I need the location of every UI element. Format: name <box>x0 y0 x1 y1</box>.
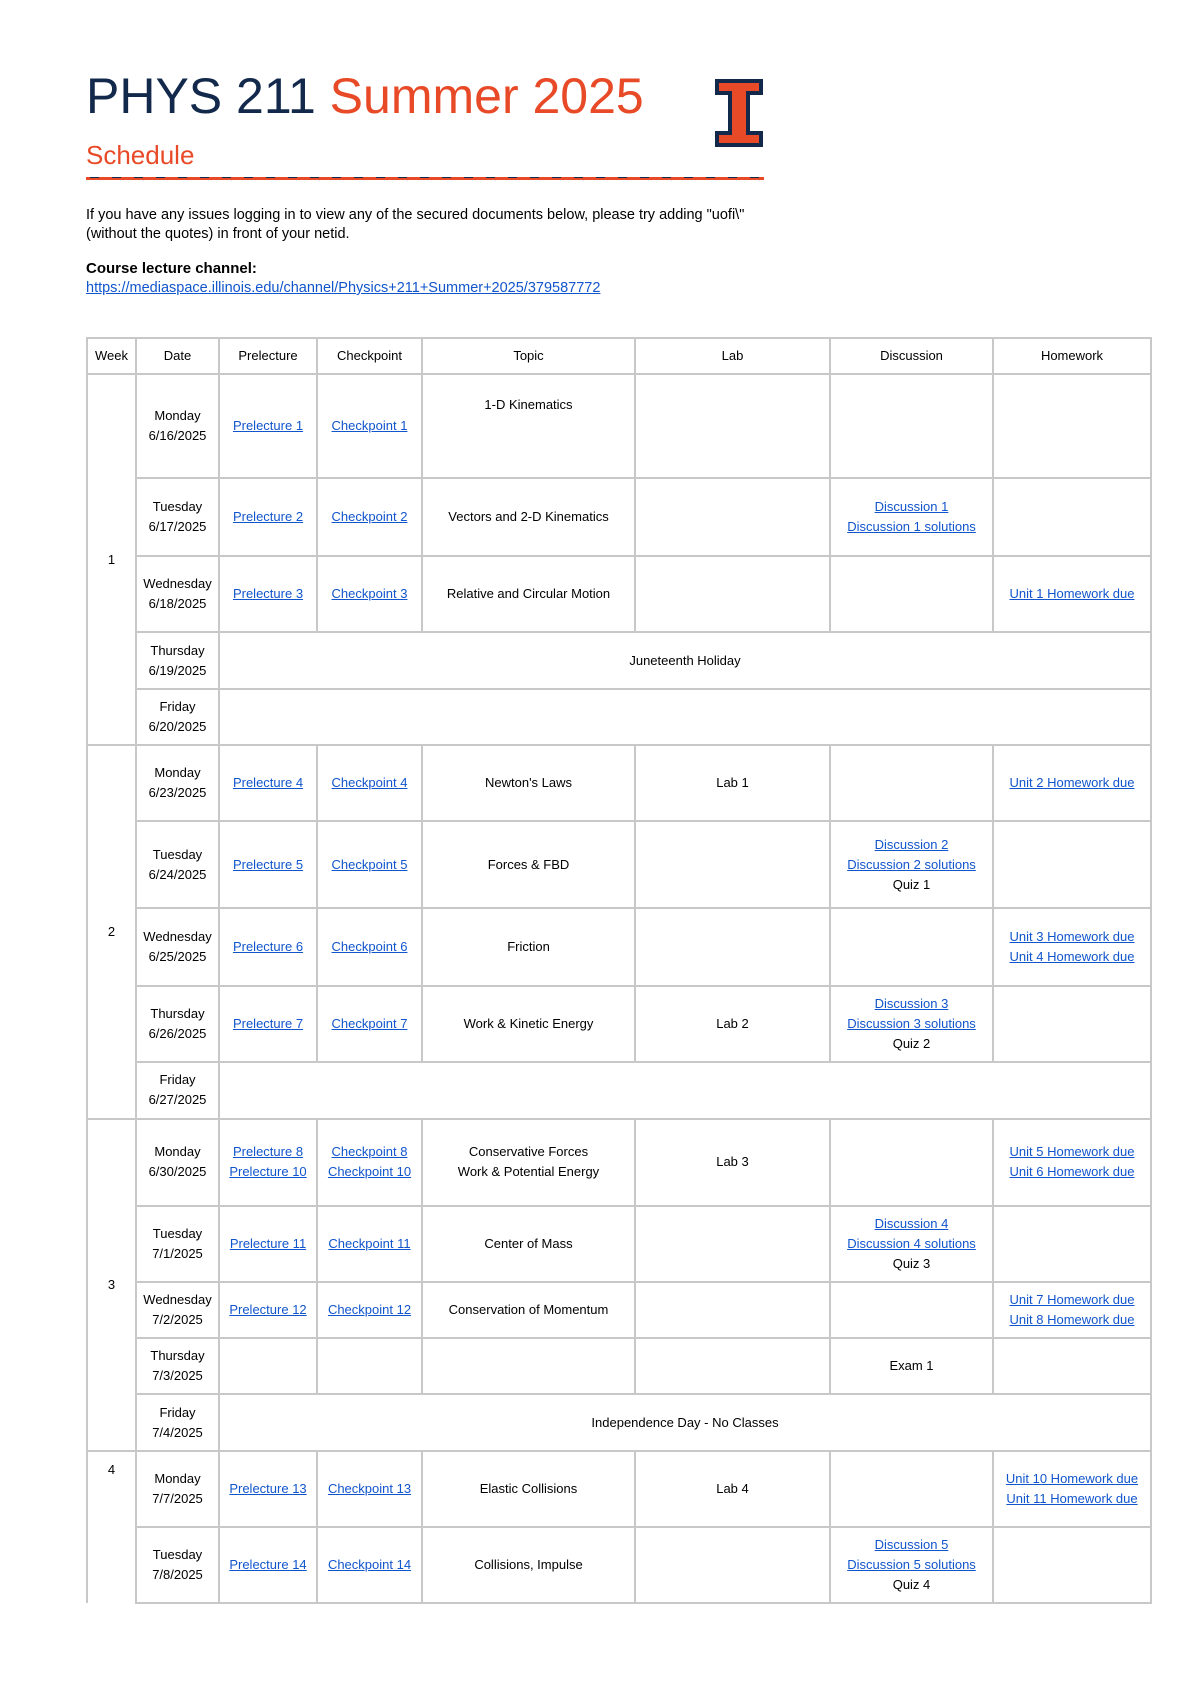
day-name: Friday <box>159 1072 196 1088</box>
prelecture-link[interactable]: Prelecture 2 <box>232 509 304 525</box>
lab-cell <box>635 478 830 556</box>
prelecture-link[interactable]: Prelecture 5 <box>232 856 304 872</box>
date-cell <box>136 1282 219 1338</box>
checkpoint-link[interactable]: Checkpoint 7 <box>331 1016 408 1032</box>
topic-text: Relative and Circular Motion <box>446 586 611 602</box>
discussion-cell <box>830 1206 993 1282</box>
column-header: Topic <box>422 338 635 374</box>
schedule-table <box>86 337 1152 1604</box>
day-name: Thursday <box>150 642 205 658</box>
event-cell: Juneteenth Holiday <box>219 632 1151 688</box>
checkpoint-cell <box>317 1451 422 1527</box>
discussion-cell <box>830 1119 993 1206</box>
header-row <box>87 338 1151 374</box>
topic-text: 1-D Kinematics <box>484 397 573 412</box>
homework-cell <box>993 1451 1151 1527</box>
topic-cell <box>422 745 635 821</box>
column-header: Prelecture <box>219 338 317 374</box>
prelecture-link[interactable]: Prelecture 10 <box>229 1164 307 1180</box>
date-value: 6/20/2025 <box>148 719 207 735</box>
topic-text: Forces & FBD <box>487 856 570 872</box>
discussion-link[interactable]: Discussion 3 solutions <box>847 1016 976 1032</box>
checkpoint-link[interactable]: Checkpoint 10 <box>327 1164 412 1180</box>
date-value: 6/18/2025 <box>148 596 207 612</box>
lab-cell: Lab 4 <box>635 1451 830 1527</box>
discussion-cell <box>830 1451 993 1527</box>
homework-link[interactable]: Unit 3 Homework due <box>1009 929 1135 945</box>
discussion-cell <box>830 556 993 632</box>
lab-cell: Lab 1 <box>635 745 830 821</box>
column-header: Checkpoint <box>317 338 422 374</box>
discussion-link[interactable]: Discussion 5 <box>874 1536 949 1552</box>
page-subtitle: Schedule <box>86 140 195 170</box>
date-cell <box>136 745 219 821</box>
topic-text: Work & Potential Energy <box>457 1164 600 1180</box>
date-value: 7/2/2025 <box>152 1311 203 1327</box>
date-cell <box>136 1394 219 1450</box>
lab-cell <box>635 1282 830 1338</box>
discussion-cell <box>830 986 993 1062</box>
prelecture-cell <box>219 908 317 986</box>
table-row <box>87 556 1151 632</box>
prelecture-link[interactable]: Prelecture 6 <box>232 939 304 955</box>
checkpoint-link[interactable]: Checkpoint 8 <box>331 1144 408 1160</box>
homework-cell <box>993 374 1151 478</box>
topic-text: Collisions, Impulse <box>474 1556 583 1572</box>
date-value: 6/26/2025 <box>148 1026 207 1042</box>
date-value: 6/19/2025 <box>148 662 207 678</box>
event-cell <box>219 689 1151 745</box>
homework-link[interactable]: Unit 1 Homework due <box>1009 586 1135 602</box>
homework-cell <box>993 986 1151 1062</box>
lab-cell <box>635 908 830 986</box>
lab-cell <box>635 1527 830 1603</box>
discussion-link[interactable]: Discussion 1 <box>874 499 949 515</box>
prelecture-link[interactable]: Prelecture 11 <box>229 1235 307 1251</box>
date-value: 6/17/2025 <box>148 519 207 535</box>
prelecture-cell <box>219 1206 317 1282</box>
prelecture-link[interactable]: Prelecture 1 <box>232 418 304 434</box>
homework-cell <box>993 1206 1151 1282</box>
homework-cell <box>993 745 1151 821</box>
prelecture-cell <box>219 1119 317 1206</box>
topic-text: Center of Mass <box>484 1235 573 1251</box>
lab-cell <box>635 1338 830 1394</box>
topic-text: Newton's Laws <box>484 775 573 791</box>
topic-cell <box>422 1451 635 1527</box>
date-cell <box>136 374 219 478</box>
checkpoint-cell <box>317 745 422 821</box>
event-cell: Independence Day - No Classes <box>219 1394 1151 1450</box>
date-value: 7/1/2025 <box>152 1245 203 1261</box>
checkpoint-link[interactable]: Checkpoint 3 <box>331 586 408 602</box>
day-name: Wednesday <box>143 929 212 945</box>
column-header: Lab <box>635 338 830 374</box>
topic-cell <box>422 1282 635 1338</box>
date-value: 7/3/2025 <box>152 1368 203 1384</box>
course-term: Summer 2025 <box>329 68 644 124</box>
homework-link[interactable]: Unit 10 Homework due <box>1005 1470 1139 1486</box>
channel-link[interactable]: https://mediaspace.illinois.edu/channel/Physics+211+Summer+2025/379587772 <box>86 280 601 296</box>
table-row <box>87 1527 1151 1603</box>
day-name: Friday <box>159 1404 196 1420</box>
day-name: Monday <box>154 765 201 781</box>
prelecture-cell <box>219 1451 317 1527</box>
checkpoint-link[interactable]: Checkpoint 5 <box>331 856 408 872</box>
table-row <box>87 745 1151 821</box>
column-header: Homework <box>993 338 1151 374</box>
channel-label: Course lecture channel: <box>86 260 257 277</box>
homework-cell <box>993 1119 1151 1206</box>
discussion-cell <box>830 1527 993 1603</box>
discussion-cell <box>830 745 993 821</box>
discussion-cell <box>830 478 993 556</box>
date-cell <box>136 1338 219 1394</box>
homework-link[interactable]: Unit 7 Homework due <box>1009 1291 1135 1307</box>
discussion-cell <box>830 1338 993 1394</box>
discussion-link[interactable]: Discussion 1 solutions <box>847 519 976 535</box>
table-row <box>87 821 1151 908</box>
column-header: Discussion <box>830 338 993 374</box>
checkpoint-cell <box>317 821 422 908</box>
homework-cell <box>993 908 1151 986</box>
prelecture-cell <box>219 1282 317 1338</box>
checkpoint-cell <box>317 1119 422 1206</box>
discussion-link[interactable]: Discussion 2 <box>874 836 949 852</box>
topic-text: Conservation of Momentum <box>448 1301 609 1317</box>
week-cell: 1 <box>87 374 136 745</box>
discussion-cell <box>830 821 993 908</box>
date-value: 6/27/2025 <box>148 1092 207 1108</box>
topic-text: Conservative Forces <box>468 1144 589 1160</box>
topic-cell <box>422 1338 635 1394</box>
week-cell: 2 <box>87 745 136 1118</box>
checkpoint-link[interactable]: Checkpoint 12 <box>327 1301 412 1317</box>
block-i-logo-icon <box>714 78 764 148</box>
homework-link[interactable]: Unit 6 Homework due <box>1009 1164 1135 1180</box>
checkpoint-cell <box>317 1527 422 1603</box>
prelecture-link[interactable]: Prelecture 13 <box>229 1480 307 1496</box>
date-value: 6/24/2025 <box>148 866 207 882</box>
day-name: Tuesday <box>152 499 203 515</box>
date-cell <box>136 908 219 986</box>
table-row <box>87 1206 1151 1282</box>
checkpoint-link[interactable]: Checkpoint 4 <box>331 775 408 791</box>
date-cell <box>136 986 219 1062</box>
homework-link[interactable]: Unit 2 Homework due <box>1009 775 1135 791</box>
date-value: 6/25/2025 <box>148 949 207 965</box>
day-name: Monday <box>154 1470 201 1486</box>
date-cell <box>136 821 219 908</box>
date-cell <box>136 1451 219 1527</box>
prelecture-link[interactable]: Prelecture 7 <box>232 1016 304 1032</box>
homework-cell <box>993 478 1151 556</box>
discussion-note: Exam 1 <box>889 1358 934 1374</box>
topic-cell <box>422 556 635 632</box>
topic-text: Work & Kinetic Energy <box>463 1016 594 1032</box>
topic-cell <box>422 478 635 556</box>
column-header: Date <box>136 338 219 374</box>
day-name: Thursday <box>150 1006 205 1022</box>
day-name: Wednesday <box>143 576 212 592</box>
date-value: 6/23/2025 <box>148 785 207 801</box>
course-code: PHYS 211 <box>86 68 316 124</box>
column-header: Week <box>87 338 136 374</box>
checkpoint-link[interactable]: Checkpoint 13 <box>327 1480 412 1496</box>
day-name: Monday <box>154 408 201 424</box>
discussion-cell <box>830 908 993 986</box>
lab-cell <box>635 374 830 478</box>
prelecture-cell <box>219 986 317 1062</box>
discussion-link[interactable]: Discussion 4 <box>874 1215 949 1231</box>
topic-text: Elastic Collisions <box>479 1480 578 1496</box>
topic-cell <box>422 1206 635 1282</box>
prelecture-cell <box>219 821 317 908</box>
date-cell <box>136 689 219 745</box>
lab-cell: Lab 2 <box>635 986 830 1062</box>
homework-cell <box>993 1282 1151 1338</box>
date-cell <box>136 1119 219 1206</box>
homework-link[interactable]: Unit 11 Homework due <box>1006 1490 1138 1506</box>
checkpoint-link[interactable]: Checkpoint 11 <box>328 1235 411 1251</box>
discussion-cell <box>830 374 993 478</box>
checkpoint-link[interactable]: Checkpoint 14 <box>327 1556 412 1572</box>
prelecture-link[interactable]: Prelecture 12 <box>229 1301 307 1317</box>
topic-cell <box>422 821 635 908</box>
date-value: 6/16/2025 <box>148 428 207 444</box>
date-value: 6/30/2025 <box>148 1164 207 1180</box>
event-cell <box>219 1062 1151 1118</box>
lab-cell <box>635 821 830 908</box>
checkpoint-cell <box>317 1338 422 1394</box>
prelecture-cell <box>219 1527 317 1603</box>
table-row <box>87 908 1151 986</box>
login-note: If you have any issues logging in to view any of the secured documents below, please try adding "uofi\" (without the quotes) in front of your netid. <box>86 207 745 242</box>
day-name: Tuesday <box>152 1225 203 1241</box>
day-name: Thursday <box>150 1348 205 1364</box>
checkpoint-cell <box>317 1206 422 1282</box>
checkpoint-cell <box>317 986 422 1062</box>
table-row <box>87 689 1151 745</box>
table-row <box>87 1062 1151 1118</box>
discussion-note: Quiz 2 <box>892 1036 931 1052</box>
table-row <box>87 1338 1151 1394</box>
discussion-note: Quiz 3 <box>892 1255 931 1271</box>
topic-cell <box>422 1119 635 1206</box>
date-value: 7/4/2025 <box>152 1424 203 1440</box>
day-name: Tuesday <box>152 1546 203 1562</box>
day-name: Wednesday <box>143 1291 212 1307</box>
week-cell: 4 <box>87 1451 136 1603</box>
table-row <box>87 1282 1151 1338</box>
discussion-note: Quiz 4 <box>892 1576 931 1592</box>
discussion-link[interactable]: Discussion 4 solutions <box>847 1235 976 1251</box>
homework-cell <box>993 556 1151 632</box>
checkpoint-cell <box>317 908 422 986</box>
date-cell <box>136 1206 219 1282</box>
day-name: Monday <box>154 1144 201 1160</box>
table-row <box>87 986 1151 1062</box>
date-cell <box>136 556 219 632</box>
topic-cell <box>422 374 635 478</box>
date-value: 7/8/2025 <box>152 1566 203 1582</box>
discussion-link[interactable]: Discussion 5 solutions <box>847 1556 976 1572</box>
prelecture-link[interactable]: Prelecture 3 <box>232 586 304 602</box>
discussion-note: Quiz 1 <box>892 876 931 892</box>
topic-cell <box>422 1527 635 1603</box>
checkpoint-cell <box>317 1282 422 1338</box>
date-cell <box>136 1527 219 1603</box>
week-cell: 3 <box>87 1119 136 1451</box>
prelecture-cell <box>219 745 317 821</box>
table-row <box>87 478 1151 556</box>
date-cell <box>136 478 219 556</box>
table-row <box>87 632 1151 688</box>
homework-cell <box>993 1527 1151 1603</box>
checkpoint-link[interactable]: Checkpoint 1 <box>331 418 408 434</box>
checkpoint-cell <box>317 478 422 556</box>
topic-cell <box>422 908 635 986</box>
lab-cell <box>635 1206 830 1282</box>
prelecture-cell <box>219 478 317 556</box>
prelecture-link[interactable]: Prelecture 8 <box>232 1144 304 1160</box>
day-name: Tuesday <box>152 846 203 862</box>
table-row <box>87 1119 1151 1206</box>
date-cell <box>136 1062 219 1118</box>
checkpoint-cell <box>317 374 422 478</box>
topic-text: Friction <box>507 939 550 955</box>
homework-link[interactable]: Unit 4 Homework due <box>1009 949 1135 965</box>
date-value: 7/7/2025 <box>152 1490 203 1506</box>
discussion-link[interactable]: Discussion 3 <box>874 996 949 1012</box>
prelecture-link[interactable]: Prelecture 14 <box>229 1556 307 1572</box>
header-divider <box>86 177 764 180</box>
page-title <box>86 66 644 126</box>
topic-cell <box>422 986 635 1062</box>
prelecture-cell <box>219 374 317 478</box>
day-name: Friday <box>159 699 196 715</box>
table-row <box>87 1451 1151 1527</box>
date-cell <box>136 632 219 688</box>
homework-cell <box>993 821 1151 908</box>
prelecture-cell <box>219 556 317 632</box>
checkpoint-link[interactable]: Checkpoint 2 <box>331 509 408 525</box>
table-row <box>87 1394 1151 1450</box>
topic-text: Vectors and 2-D Kinematics <box>448 509 609 525</box>
homework-link[interactable]: Unit 5 Homework due <box>1009 1144 1135 1160</box>
discussion-cell <box>830 1282 993 1338</box>
checkpoint-link[interactable]: Checkpoint 6 <box>331 939 408 955</box>
lab-cell <box>635 556 830 632</box>
checkpoint-cell <box>317 556 422 632</box>
discussion-link[interactable]: Discussion 2 solutions <box>847 856 976 872</box>
table-row <box>87 374 1151 478</box>
prelecture-link[interactable]: Prelecture 4 <box>232 775 304 791</box>
homework-cell <box>993 1338 1151 1394</box>
homework-link[interactable]: Unit 8 Homework due <box>1009 1311 1135 1327</box>
lab-cell: Lab 3 <box>635 1119 830 1206</box>
prelecture-cell <box>219 1338 317 1394</box>
